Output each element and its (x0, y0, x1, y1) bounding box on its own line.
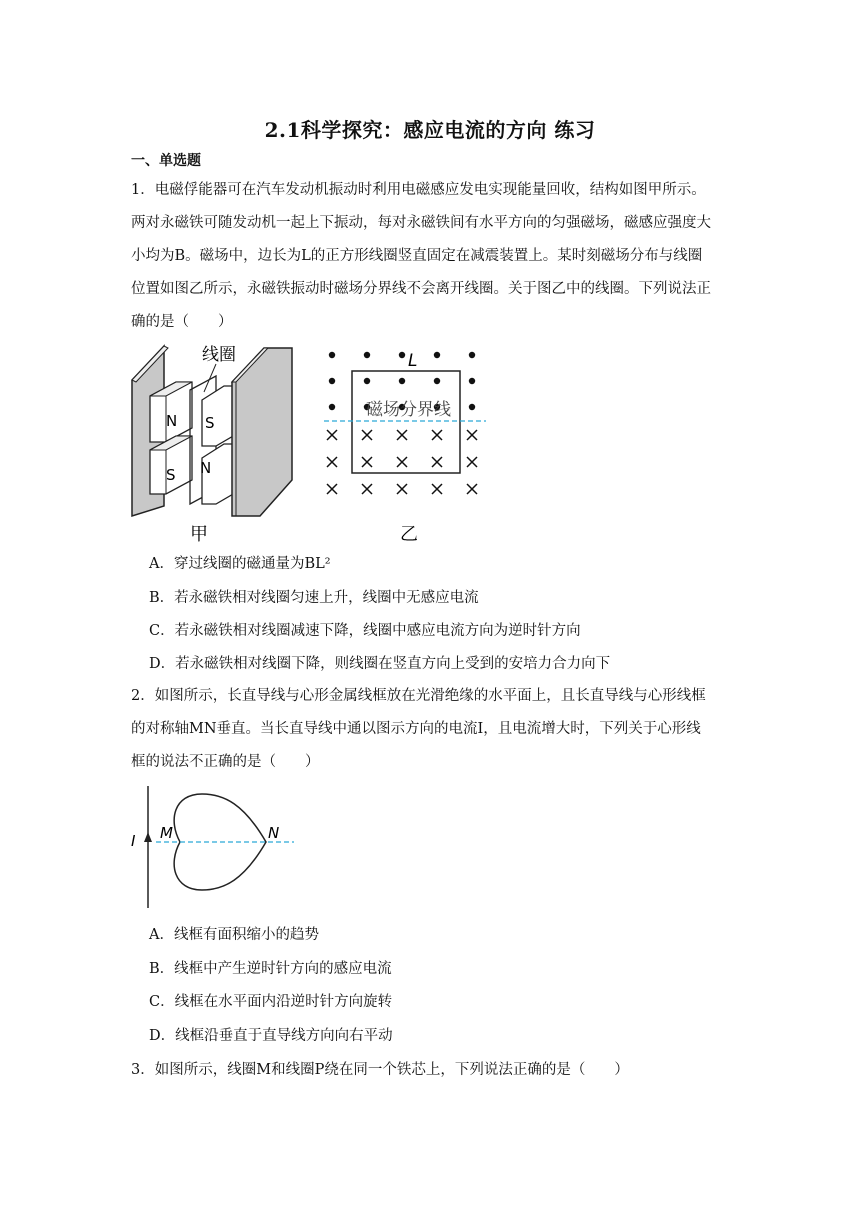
question-2-option-d: D．线框沿垂直于直导线方向向右平动 (149, 1028, 393, 1044)
figure-heart-loop (126, 780, 306, 910)
field-dot (329, 378, 335, 384)
field-cross (327, 430, 337, 440)
point-m-label: M (160, 824, 173, 842)
pole-label-n-left: N (166, 412, 178, 430)
question-2-line: 2．如图所示，长直导线与心形金属线框放在光滑绝缘的水平面上，且长直导线与心形线框 (131, 688, 706, 704)
pole-label-s-right: S (205, 414, 215, 432)
question-1-line: 两对永磁铁可随发动机一起上下振动，每对永磁铁间有水平方向的匀强磁场，磁感应强度大 (131, 215, 711, 231)
field-cross (397, 430, 407, 440)
question-1-option-c: C．若永磁铁相对线圈减速下降，线圈中感应电流方向为逆时针方向 (149, 623, 581, 639)
point-n-label: N (268, 824, 280, 842)
question-2-option-b: B．线框中产生逆时针方向的感应电流 (149, 961, 392, 977)
field-cross (327, 484, 337, 494)
field-dot (434, 352, 440, 358)
field-dot (329, 352, 335, 358)
field-cross (362, 430, 372, 440)
field-dot (329, 404, 335, 410)
field-cross (467, 430, 477, 440)
side-label-l: L (408, 351, 418, 371)
current-label: I (131, 832, 136, 850)
current-arrow (144, 832, 152, 842)
field-cross (432, 430, 442, 440)
section-heading: 一、单选题 (131, 153, 201, 169)
field-dot (399, 378, 405, 384)
pole-label-n-right: N (200, 459, 212, 477)
question-3-stem: 3．如图所示，线圈M和线圈P绕在同一个铁芯上，下列说法正确的是（ ） (131, 1062, 629, 1078)
field-cross (467, 484, 477, 494)
question-1-line: 位置如图乙所示，永磁铁振动时磁场分界线不会离开线圈。关于图乙中的线圈。下列说法正 (131, 281, 711, 297)
field-cross (362, 457, 372, 467)
field-dot (364, 378, 370, 384)
question-2-option-c: C．线框在水平面内沿逆时针方向旋转 (149, 994, 393, 1010)
field-cross (432, 484, 442, 494)
pole-label-s-left: S (166, 466, 176, 484)
field-cross (467, 457, 477, 467)
figure-magnetic-field (318, 343, 493, 548)
field-dot (469, 352, 475, 358)
question-1-line: 1．电磁俘能器可在汽车发动机振动时利用电磁感应发电实现能量回收，结构如图甲所示。 (131, 182, 706, 198)
field-cross (327, 457, 337, 467)
figure-magnet-device (128, 340, 298, 545)
question-1-stem (131, 174, 731, 339)
question-1-line: 小均为B。磁场中，边长为L的正方形线圈竖直固定在减震装置上。某时刻磁场分布与线圈 (131, 248, 703, 264)
question-1-option-a: A．穿过线圈的磁通量为BL² (149, 556, 331, 572)
field-dot (469, 404, 475, 410)
question-2-line: 框的说法不正确的是（ ） (131, 754, 320, 770)
figure-caption-jia: 甲 (190, 524, 208, 545)
field-cross (432, 457, 442, 467)
coil-label: 线圈 (202, 345, 236, 365)
field-cross (397, 457, 407, 467)
question-1-option-d: D．若永磁铁相对线圈下降，则线圈在竖直方向上受到的安培力合力向下 (149, 656, 611, 672)
field-cross (397, 484, 407, 494)
figure-caption-yi: 乙 (400, 524, 418, 545)
question-1-line: 确的是（ ） (131, 314, 233, 330)
question-2-stem (131, 680, 731, 779)
page-title: 2.1科学探究：感应电流的方向 练习 (264, 118, 596, 142)
field-dot (399, 352, 405, 358)
question-2-line: 的对称轴MN垂直。当长直导线中通以图示方向的电流I，且电流增大时，下列关于心形线 (131, 721, 701, 737)
field-cross (362, 484, 372, 494)
field-dot (364, 352, 370, 358)
field-dot (434, 378, 440, 384)
question-1-option-b: B．若永磁铁相对线圈匀速上升，线圈中无感应电流 (149, 590, 479, 606)
boundary-label: 磁场分界线 (366, 400, 451, 420)
field-dot (469, 378, 475, 384)
question-2-option-a: A．线框有面积缩小的趋势 (149, 927, 319, 943)
